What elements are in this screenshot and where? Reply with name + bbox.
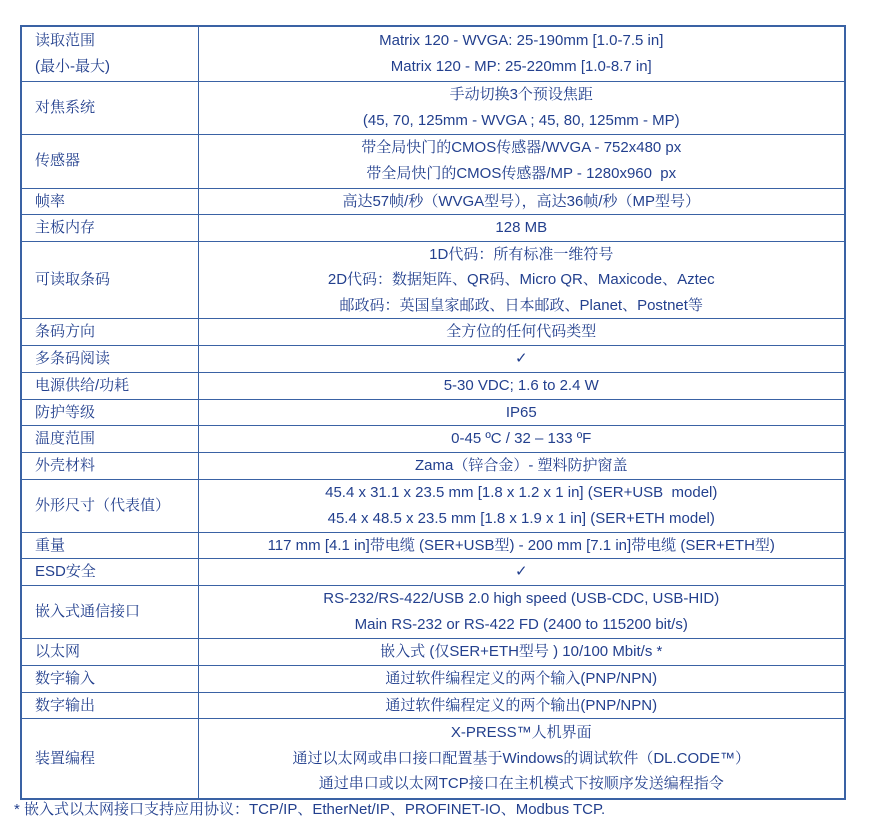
- spec-label: [21, 215, 198, 242]
- table-row: [21, 666, 845, 693]
- spec-value-text: 手动切换3个预设焦距: [449, 85, 593, 103]
- table-row: [21, 346, 845, 373]
- spec-label-text: 传感器: [35, 152, 81, 170]
- spec-value-text: 通过软件编程定义的两个输入(PNP/NPN): [385, 670, 658, 688]
- spec-label-text: (最小-最大): [35, 57, 110, 75]
- spec-label: [21, 134, 198, 188]
- spec-value-text: Matrix 120 - WVGA: 25-190mm [1.0-7.5 in]: [379, 32, 664, 50]
- table-row: [21, 719, 845, 799]
- spec-label-text: 读取范围: [35, 32, 96, 50]
- footnote: * 嵌入式以太网接口支持应用协议：TCP/IP、EtherNet/IP、PROFINET-IO、Modbus TCP.: [14, 801, 606, 818]
- spec-value: [198, 373, 845, 400]
- spec-value: [198, 692, 845, 719]
- spec-label-text: 主板内存: [35, 219, 96, 237]
- spec-label-text: 可读取条码: [35, 271, 111, 289]
- spec-label: [21, 692, 198, 719]
- spec-label: [21, 426, 198, 453]
- spec-value-text: 带全局快门的CMOS传感器/MP - 1280x960 px: [366, 165, 677, 182]
- spec-label-text: 外形尺寸（代表值）: [35, 497, 171, 515]
- spec-value: [198, 241, 845, 319]
- table-row: [21, 453, 845, 480]
- spec-label: [21, 639, 198, 666]
- checkmark-icon: ✓: [514, 563, 528, 581]
- spec-label-text: 以太网: [35, 643, 81, 661]
- table-row: [21, 241, 845, 319]
- table-row: [21, 586, 845, 639]
- spec-value-text: 0-45 ºC / 32 – 133 ºF: [451, 430, 592, 448]
- checkmark-icon: ✓: [514, 350, 528, 368]
- spec-value: [198, 134, 845, 188]
- spec-label-text: 外壳材料: [35, 457, 96, 475]
- spec-value: [198, 586, 845, 639]
- spec-value-text: 45.4 x 48.5 x 23.5 mm [1.8 x 1.9 x 1 in] (SER+ETH model): [327, 509, 715, 527]
- table-row: [21, 81, 845, 134]
- spec-value-text: 嵌入式 (仅SER+ETH型号 ) 10/100 Mbit/s *: [380, 643, 663, 661]
- table-row: [21, 373, 845, 400]
- spec-value-text: (45, 70, 125mm - WVGA ; 45, 80, 125mm - MP): [362, 111, 680, 129]
- spec-value: [198, 346, 845, 373]
- table-row: [21, 215, 845, 242]
- spec-value: [198, 215, 845, 242]
- spec-value: [198, 399, 845, 426]
- spec-value: [198, 319, 845, 346]
- spec-value-text: 带全局快门的CMOS传感器/WVGA - 752x480 px: [361, 139, 682, 157]
- spec-value: [198, 639, 845, 666]
- spec-label: [21, 666, 198, 693]
- spec-label: [21, 719, 198, 799]
- spec-label-text: 多条码阅读: [35, 350, 111, 368]
- spec-value-text: 128 MB: [495, 219, 548, 237]
- spec-label: [21, 373, 198, 400]
- table-row: [21, 692, 845, 719]
- table-row: [21, 26, 845, 81]
- spec-value: [198, 188, 845, 215]
- spec-label: [21, 586, 198, 639]
- spec-value-text: Zama（锌合金）- 塑料防护窗盖: [414, 457, 628, 475]
- spec-value-text: 通过以太网或串口接口配置基于Windows的调试软件（DL.CODE™）: [292, 749, 751, 767]
- table-row: [21, 532, 845, 559]
- table-row: [21, 134, 845, 188]
- spec-value-text: Main RS-232 or RS-422 FD (2400 to 115200 bit/s): [354, 616, 688, 634]
- spec-label-text: 数字输出: [35, 696, 96, 714]
- spec-value-text: 邮政码：英国皇家邮政、日本邮政、Planet、Postnet等: [339, 296, 703, 314]
- spec-value-text: 5-30 VDC; 1.6 to 2.4 W: [443, 377, 599, 395]
- spec-value-text: 通过软件编程定义的两个输出(PNP/NPN): [385, 696, 658, 714]
- spec-label-text: 装置编程: [35, 749, 96, 767]
- spec-label-text: 帧率: [35, 192, 66, 210]
- table-row: [21, 319, 845, 346]
- spec-label: [21, 399, 198, 426]
- spec-label-text: 防护等级: [35, 403, 96, 421]
- spec-label-text: 温度范围: [35, 430, 96, 448]
- spec-label: [21, 559, 198, 586]
- spec-value: [198, 666, 845, 693]
- spec-label-text: 嵌入式通信接口: [35, 603, 141, 621]
- spec-value-text: 通过串口或以太网TCP接口在主机模式下按顺序发送编程指令: [318, 775, 724, 793]
- spec-label: [21, 346, 198, 373]
- spec-label: [21, 453, 198, 480]
- spec-value: [198, 453, 845, 480]
- spec-value: [198, 719, 845, 799]
- spec-value-text: 1D代码：所有标准一维符号: [429, 245, 614, 263]
- spec-label-text: 电源供给/功耗: [35, 377, 130, 395]
- table-row: [21, 426, 845, 453]
- spec-value: [198, 559, 845, 586]
- spec-value-text: RS-232/RS-422/USB 2.0 high speed (USB-CDC, USB-HID): [323, 590, 720, 608]
- spec-value-text: 高达57帧/秒（WVGA型号），高达36帧/秒（MP型号）: [342, 192, 701, 210]
- spec-label: [21, 26, 198, 81]
- spec-value: [198, 81, 845, 134]
- spec-value: [198, 532, 845, 559]
- spec-label: [21, 241, 198, 319]
- table-row: [21, 559, 845, 586]
- spec-table: [20, 25, 846, 800]
- table-row: [21, 188, 845, 215]
- spec-label: [21, 319, 198, 346]
- spec-label: [21, 479, 198, 532]
- spec-value: [198, 479, 845, 532]
- spec-label: [21, 188, 198, 215]
- spec-value-text: 45.4 x 31.1 x 23.5 mm [1.8 x 1.2 x 1 in] (SER+USB model): [325, 484, 718, 502]
- table-row: [21, 399, 845, 426]
- spec-label-text: 重量: [35, 536, 66, 554]
- spec-label-text: 数字输入: [35, 670, 96, 688]
- spec-value-text: Matrix 120 - MP: 25-220mm [1.0-8.7 in]: [390, 57, 652, 75]
- spec-value-text: 全方位的任何代码类型: [446, 323, 597, 341]
- spec-label-text: 条码方向: [35, 323, 96, 341]
- spec-label: [21, 81, 198, 134]
- spec-label: [21, 532, 198, 559]
- spec-value-text: IP65: [505, 403, 537, 421]
- spec-value: [198, 426, 845, 453]
- spec-value-text: X-PRESS™人机界面: [450, 724, 592, 742]
- spec-value-text: 117 mm [4.1 in]带电缆 (SER+USB型) - 200 mm [7.1 in]带电缆 (SER+ETH型): [267, 536, 775, 554]
- spec-label-text: ESD安全: [35, 563, 96, 581]
- table-row: [21, 639, 845, 666]
- spec-value: [198, 26, 845, 81]
- spec-label-text: 对焦系统: [35, 98, 96, 116]
- spec-value-text: 2D代码：数据矩阵、QR码、Micro QR、Maxicode、Aztec: [327, 271, 715, 289]
- table-row: [21, 479, 845, 532]
